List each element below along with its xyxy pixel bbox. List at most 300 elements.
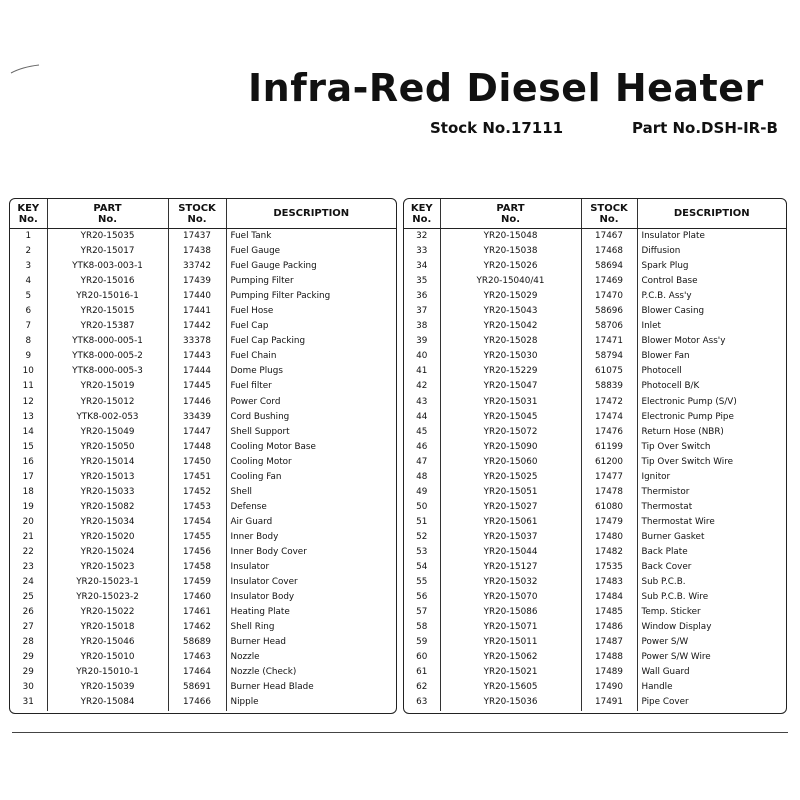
table-row (10, 349, 396, 364)
description-cell: Control Base (641, 276, 698, 287)
key-no-cell: 56 (404, 590, 440, 605)
part-no-cell: YR20-15019 (47, 379, 168, 394)
table-row (10, 274, 396, 289)
header-stock-no: STOCK No. (168, 199, 226, 229)
table-row (404, 515, 786, 530)
table-row (404, 620, 786, 635)
key-no-cell: 12 (10, 395, 47, 410)
stock-number: Stock No.17111 (430, 119, 564, 137)
table-row (10, 455, 396, 470)
description-cell: Pipe Cover (641, 697, 689, 708)
table-row (10, 545, 396, 560)
stock-no-cell: 17456 (168, 545, 226, 560)
table-row (10, 635, 396, 650)
table-row (404, 395, 786, 410)
key-no-cell: 19 (10, 500, 47, 515)
description-cell: Heating Plate (230, 607, 290, 618)
key-no-cell: 26 (10, 605, 47, 620)
key-no-cell: 32 (404, 229, 440, 245)
description-cell: Thermostat Wire (641, 516, 715, 527)
stock-no-cell: 17453 (168, 500, 226, 515)
key-no-cell: 46 (404, 440, 440, 455)
description-cell: Photocell B/K (641, 381, 700, 392)
key-no-cell: 35 (404, 274, 440, 289)
table-row (10, 695, 396, 710)
key-no-cell: 38 (404, 319, 440, 334)
key-no-cell: 63 (404, 695, 440, 710)
part-no-cell: YR20-15051 (440, 485, 581, 500)
table-row (10, 364, 396, 379)
description-cell: Fuel Cap (230, 321, 269, 332)
stock-no-cell: 61080 (581, 500, 637, 515)
part-no-cell: YR20-15023-2 (47, 590, 168, 605)
stock-no-cell: 17438 (168, 244, 226, 259)
part-no-cell: YR20-15012 (47, 395, 168, 410)
table-row (10, 680, 396, 695)
description-cell: Insulator Plate (641, 231, 705, 242)
table-row (404, 665, 786, 680)
description-cell: Power S/W Wire (641, 652, 711, 663)
description-cell: Fuel Chain (230, 351, 277, 362)
description-cell: Defense (230, 501, 267, 512)
key-no-cell: 31 (10, 695, 47, 710)
key-no-cell: 15 (10, 440, 47, 455)
table-row (10, 410, 396, 425)
header-key-no: KEY No. (10, 199, 47, 229)
stock-no-cell: 17439 (168, 274, 226, 289)
key-no-cell: 24 (10, 575, 47, 590)
table-row (404, 695, 786, 710)
description-cell: Sub P.C.B. (641, 577, 686, 588)
description-cell: Burner Gasket (641, 531, 705, 542)
stock-no-cell: 17443 (168, 349, 226, 364)
table-row (404, 364, 786, 379)
stock-no-cell: 17462 (168, 620, 226, 635)
key-no-cell: 60 (404, 650, 440, 665)
stock-no-cell: 17472 (581, 395, 637, 410)
table-row (404, 349, 786, 364)
description-cell: Fuel Cap Packing (230, 336, 306, 347)
table-row (10, 485, 396, 500)
description-cell: Power Cord (230, 396, 281, 407)
description-cell: Photocell (641, 366, 682, 377)
table-row (404, 560, 786, 575)
table-row (404, 440, 786, 455)
key-no-cell: 29 (10, 650, 47, 665)
part-no-cell: YR20-15070 (440, 590, 581, 605)
stock-no-cell: 17463 (168, 650, 226, 665)
stock-no-cell: 17488 (581, 650, 637, 665)
description-cell: Wall Guard (641, 667, 690, 678)
stock-no-cell: 17466 (168, 695, 226, 710)
description-cell: Dome Plugs (230, 366, 283, 377)
stock-no-cell: 17448 (168, 440, 226, 455)
part-no-cell: YTK8-000-005-2 (47, 349, 168, 364)
stock-no-cell: 17445 (168, 379, 226, 394)
table-row (404, 289, 786, 304)
part-no-cell: YR20-15090 (440, 440, 581, 455)
stock-no-cell: 58694 (581, 259, 637, 274)
table-row (404, 229, 786, 245)
stock-no-cell: 58691 (168, 680, 226, 695)
stock-no-cell: 17460 (168, 590, 226, 605)
part-no-cell: YR20-15030 (440, 349, 581, 364)
stock-no-cell: 17486 (581, 620, 637, 635)
part-no-cell: YR20-15034 (47, 515, 168, 530)
header-description: DESCRIPTION (226, 199, 396, 229)
part-no-cell: YR20-15084 (47, 695, 168, 710)
part-no-cell: YR20-15062 (440, 650, 581, 665)
part-no-cell: YR20-15028 (440, 334, 581, 349)
bottom-rule (12, 732, 788, 733)
description-cell: Ignitor (641, 471, 671, 482)
stock-no-cell: 33378 (168, 334, 226, 349)
key-no-cell: 8 (10, 334, 47, 349)
key-no-cell: 9 (10, 349, 47, 364)
header-part-no: PART No. (440, 199, 581, 229)
table-row (10, 395, 396, 410)
part-no-cell: YR20-15023-1 (47, 575, 168, 590)
description-cell: Electronic Pump (S/V) (641, 396, 737, 407)
description-cell: Inner Body (230, 531, 279, 542)
key-no-cell: 29 (10, 665, 47, 680)
description-cell: Fuel filter (230, 381, 272, 392)
part-no-cell: YR20-15016 (47, 274, 168, 289)
part-no-cell: YR20-15605 (440, 680, 581, 695)
table-row (404, 470, 786, 485)
part-no-cell: YR20-15035 (47, 229, 168, 245)
table-row (10, 244, 396, 259)
stock-no-cell: 61075 (581, 364, 637, 379)
description-cell: Cooling Motor (230, 456, 292, 467)
part-no-cell: YR20-15018 (47, 620, 168, 635)
stock-no-cell: 17468 (581, 244, 637, 259)
part-no-cell: YR20-15036 (440, 695, 581, 710)
part-no-cell: YR20-15017 (47, 244, 168, 259)
stock-no-cell: 17451 (168, 470, 226, 485)
part-no-cell: YR20-15021 (440, 665, 581, 680)
description-cell: Cord Bushing (230, 411, 290, 422)
stock-no-cell: 17485 (581, 605, 637, 620)
stock-no-cell: 17440 (168, 289, 226, 304)
key-no-cell: 5 (10, 289, 47, 304)
description-cell: Fuel Gauge (230, 246, 281, 257)
description-cell: Nozzle (Check) (230, 667, 297, 678)
description-cell: Shell Support (230, 426, 290, 437)
key-no-cell: 30 (10, 680, 47, 695)
description-cell: Pumping Filter Packing (230, 291, 331, 302)
key-no-cell: 13 (10, 410, 47, 425)
table-row (404, 500, 786, 515)
table-row (404, 304, 786, 319)
stock-no-cell: 33439 (168, 410, 226, 425)
key-no-cell: 44 (404, 410, 440, 425)
key-no-cell: 4 (10, 274, 47, 289)
key-no-cell: 57 (404, 605, 440, 620)
description-cell: Pumping Filter (230, 276, 294, 287)
key-no-cell: 22 (10, 545, 47, 560)
description-cell: Nozzle (230, 652, 260, 663)
key-no-cell: 16 (10, 455, 47, 470)
description-cell: Insulator Cover (230, 577, 298, 588)
stock-no-cell: 61199 (581, 440, 637, 455)
key-no-cell: 58 (404, 620, 440, 635)
key-no-cell: 48 (404, 470, 440, 485)
table-row (404, 635, 786, 650)
table-row (10, 560, 396, 575)
part-no-cell: YTK8-003-003-1 (47, 259, 168, 274)
stock-no-cell: 17490 (581, 680, 637, 695)
part-no-cell: YR20-15044 (440, 545, 581, 560)
key-no-cell: 47 (404, 455, 440, 470)
table-row (404, 575, 786, 590)
part-no-cell: YR20-15033 (47, 485, 168, 500)
stock-no-cell: 17478 (581, 485, 637, 500)
description-cell: Handle (641, 682, 673, 693)
table-row (10, 259, 396, 274)
part-no-cell: YR20-15082 (47, 500, 168, 515)
stock-no-cell: 17454 (168, 515, 226, 530)
table-row (10, 530, 396, 545)
key-no-cell: 25 (10, 590, 47, 605)
key-no-cell: 28 (10, 635, 47, 650)
key-no-cell: 54 (404, 560, 440, 575)
table-header-row (404, 199, 786, 229)
description-cell: Air Guard (230, 516, 273, 527)
part-no-cell: YR20-15011 (440, 635, 581, 650)
part-no-cell: YR20-15010 (47, 650, 168, 665)
table-row (10, 425, 396, 440)
part-no-cell: YR20-15049 (47, 425, 168, 440)
description-cell: Return Hose (NBR) (641, 426, 724, 437)
key-no-cell: 17 (10, 470, 47, 485)
key-no-cell: 10 (10, 364, 47, 379)
key-no-cell: 50 (404, 500, 440, 515)
table-row (10, 620, 396, 635)
description-cell: Electronic Pump Pipe (641, 411, 734, 422)
part-no-cell: YR20-15060 (440, 455, 581, 470)
table-row (10, 304, 396, 319)
stock-no-cell: 17444 (168, 364, 226, 379)
description-cell: Cooling Motor Base (230, 441, 316, 452)
part-no-cell: YR20-15040/41 (440, 274, 581, 289)
parts-table-left (9, 198, 397, 714)
table-row (404, 485, 786, 500)
stock-no-cell: 17442 (168, 319, 226, 334)
decorative-stroke (10, 64, 40, 74)
key-no-cell: 20 (10, 515, 47, 530)
table-row (10, 229, 396, 245)
stock-no-cell: 58706 (581, 319, 637, 334)
part-no-cell: YR20-15039 (47, 680, 168, 695)
part-no-cell: YR20-15016-1 (47, 289, 168, 304)
part-no-cell: YR20-15072 (440, 425, 581, 440)
stock-no-cell: 58696 (581, 304, 637, 319)
table-row (10, 289, 396, 304)
stock-no-cell: 58794 (581, 349, 637, 364)
key-no-cell: 3 (10, 259, 47, 274)
description-cell: Blower Fan (641, 351, 690, 362)
description-cell: Cooling Fan (230, 471, 282, 482)
key-no-cell: 7 (10, 319, 47, 334)
description-cell: Tip Over Switch Wire (641, 456, 734, 467)
stock-no-cell: 17480 (581, 530, 637, 545)
stock-no-cell: 17489 (581, 665, 637, 680)
part-no-cell: YR20-15023 (47, 560, 168, 575)
part-no-cell: YR20-15031 (440, 395, 581, 410)
key-no-cell: 18 (10, 485, 47, 500)
stock-no-cell: 17458 (168, 560, 226, 575)
table-row (404, 590, 786, 605)
table-row (404, 259, 786, 274)
part-no-cell: YR20-15071 (440, 620, 581, 635)
table-row (404, 605, 786, 620)
table-row (404, 379, 786, 394)
table-row (404, 334, 786, 349)
key-no-cell: 6 (10, 304, 47, 319)
table-row (10, 334, 396, 349)
description-cell: Back Plate (641, 547, 688, 557)
part-no-cell: YR20-15047 (440, 379, 581, 394)
description-cell: Blower Casing (641, 306, 705, 317)
table-row (404, 455, 786, 470)
key-no-cell: 53 (404, 545, 440, 560)
stock-no-cell: 17455 (168, 530, 226, 545)
part-no-cell: YR20-15025 (440, 470, 581, 485)
stock-no-cell: 61200 (581, 455, 637, 470)
table-row (404, 274, 786, 289)
key-no-cell: 27 (10, 620, 47, 635)
table-row (10, 470, 396, 485)
stock-no-cell: 17477 (581, 470, 637, 485)
key-no-cell: 59 (404, 635, 440, 650)
table-row (404, 319, 786, 334)
table-row (10, 575, 396, 590)
part-no-cell: YR20-15048 (440, 229, 581, 245)
table-row (404, 650, 786, 665)
key-no-cell: 52 (404, 530, 440, 545)
description-cell: Insulator Body (230, 592, 295, 603)
stock-no-cell: 17471 (581, 334, 637, 349)
table-row (10, 665, 396, 680)
description-cell: Insulator (230, 562, 270, 573)
key-no-cell: 23 (10, 560, 47, 575)
stock-no-cell: 58689 (168, 635, 226, 650)
header-description: DESCRIPTION (637, 199, 786, 229)
part-no-cell: YR20-15015 (47, 304, 168, 319)
part-no-cell: YR20-15024 (47, 545, 168, 560)
table-row (404, 410, 786, 425)
stock-no-cell: 17467 (581, 229, 637, 245)
part-no-cell: YR20-15013 (47, 470, 168, 485)
table-row (10, 319, 396, 334)
description-cell: Window Display (641, 622, 712, 633)
description-cell: Temp. Sticker (641, 607, 701, 618)
description-cell: Thermostat (641, 501, 693, 512)
part-no-cell: YR20-15061 (440, 515, 581, 530)
key-no-cell: 43 (404, 395, 440, 410)
table-row (404, 425, 786, 440)
part-no-cell: YR20-15022 (47, 605, 168, 620)
key-no-cell: 45 (404, 425, 440, 440)
key-no-cell: 33 (404, 244, 440, 259)
part-no-cell: YTK8-002-053 (47, 410, 168, 425)
stock-no-cell: 17484 (581, 590, 637, 605)
description-cell: Thermistor (641, 486, 690, 497)
stock-no-cell: 17437 (168, 229, 226, 245)
description-cell: Inner Body Cover (230, 547, 307, 557)
stock-no-cell: 17446 (168, 395, 226, 410)
table-row (10, 440, 396, 455)
description-cell: Spark Plug (641, 261, 689, 272)
key-no-cell: 51 (404, 515, 440, 530)
part-no-cell: YR20-15229 (440, 364, 581, 379)
description-cell: Blower Motor Ass'y (641, 336, 726, 347)
key-no-cell: 39 (404, 334, 440, 349)
part-no-cell: YR20-15037 (440, 530, 581, 545)
part-no-cell: YR20-15014 (47, 455, 168, 470)
description-cell: Back Cover (641, 562, 692, 573)
description-cell: Inlet (641, 321, 661, 332)
table-row (10, 379, 396, 394)
stock-no-cell: 17450 (168, 455, 226, 470)
description-cell: Tip Over Switch (641, 441, 711, 452)
parts-table-right (403, 198, 787, 714)
table-row (404, 530, 786, 545)
key-no-cell: 36 (404, 289, 440, 304)
table-row (10, 590, 396, 605)
part-no-cell: YR20-15020 (47, 530, 168, 545)
table-header-row (10, 199, 396, 229)
stock-no-cell: 17452 (168, 485, 226, 500)
part-no-cell: YR20-15038 (440, 244, 581, 259)
part-no-cell: YR20-15045 (440, 410, 581, 425)
part-no-cell: YR20-15086 (440, 605, 581, 620)
part-no-cell: YR20-15042 (440, 319, 581, 334)
description-cell: Diffusion (641, 246, 681, 257)
table-row (404, 244, 786, 259)
key-no-cell: 14 (10, 425, 47, 440)
stock-no-cell: 17487 (581, 635, 637, 650)
stock-no-cell: 17474 (581, 410, 637, 425)
part-no-cell: YR20-15127 (440, 560, 581, 575)
key-no-cell: 21 (10, 530, 47, 545)
part-no-cell: YR20-15010-1 (47, 665, 168, 680)
part-no-cell: YR20-15043 (440, 304, 581, 319)
part-no-cell: YR20-15046 (47, 635, 168, 650)
description-cell: P.C.B. Ass'y (641, 291, 692, 302)
stock-no-cell: 17469 (581, 274, 637, 289)
stock-no-cell: 17447 (168, 425, 226, 440)
description-cell: Sub P.C.B. Wire (641, 592, 709, 603)
page-title: Infra-Red Diesel Heater (248, 66, 764, 110)
key-no-cell: 2 (10, 244, 47, 259)
table-row (10, 500, 396, 515)
key-no-cell: 55 (404, 575, 440, 590)
header-part-no: PART No. (47, 199, 168, 229)
key-no-cell: 1 (10, 229, 47, 245)
part-no-cell: YR20-15029 (440, 289, 581, 304)
table-row (10, 650, 396, 665)
description-cell: Shell (230, 486, 252, 497)
key-no-cell: 42 (404, 379, 440, 394)
table-row (404, 680, 786, 695)
stock-no-cell: 58839 (581, 379, 637, 394)
stock-no-cell: 17464 (168, 665, 226, 680)
part-no-cell: YTK8-000-005-3 (47, 364, 168, 379)
stock-no-cell: 17459 (168, 575, 226, 590)
description-cell: Nipple (230, 697, 259, 708)
